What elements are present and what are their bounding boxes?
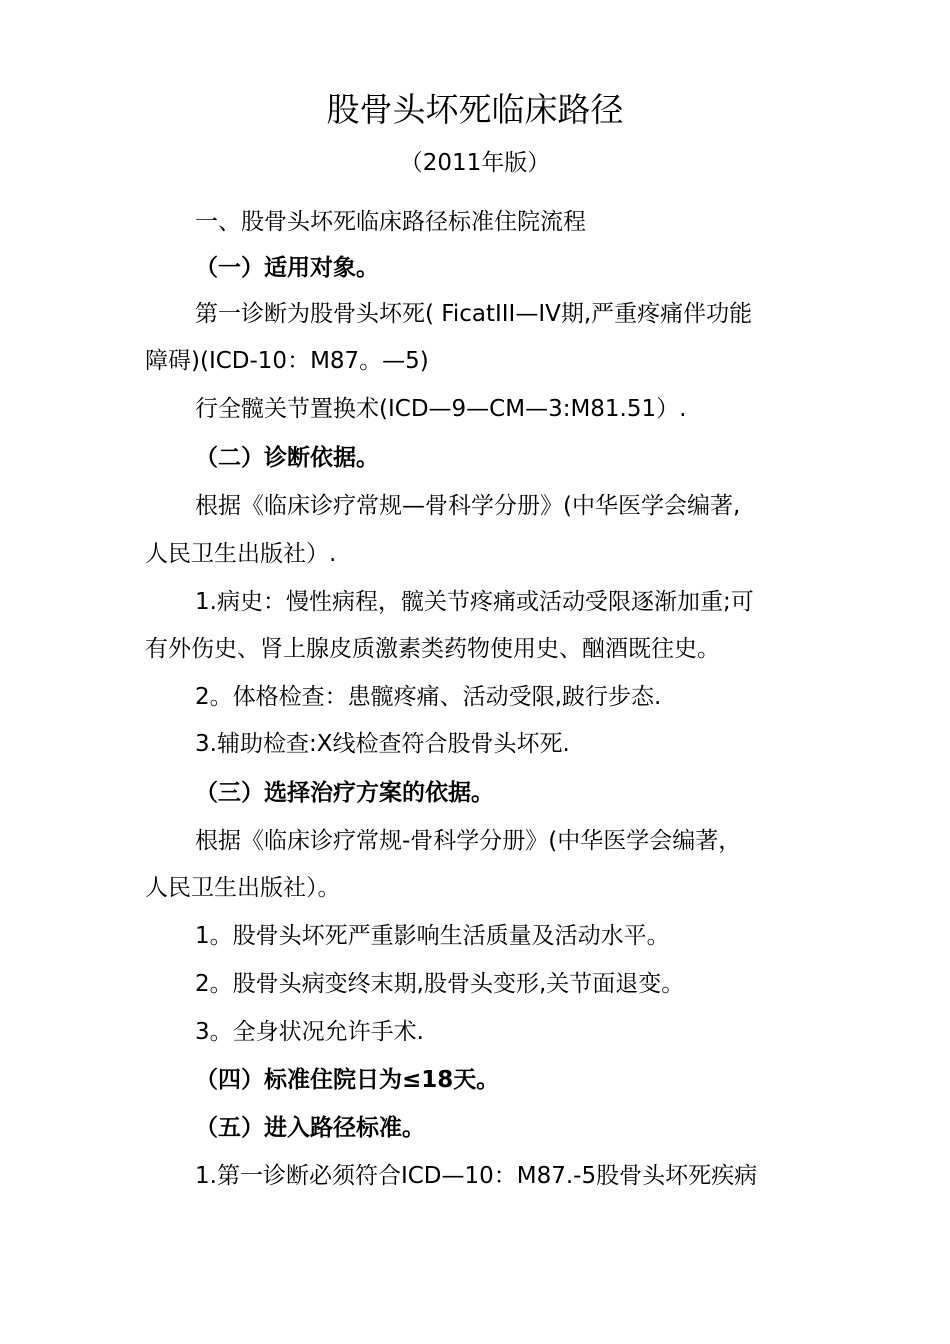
document-subtitle: （2011年版） — [399, 150, 551, 176]
paragraph-line: 2。体格检查：患髋疼痛、活动受限,跛行步态. — [195, 684, 662, 710]
paragraph-line: 根据《临床诊疗常规-骨科学分册》(中华医学会编著， — [195, 828, 742, 854]
subsection-heading-3: （三）选择治疗方案的依据。 — [195, 780, 494, 806]
paragraph-line: 有外伤史、肾上腺皮质激素类药物使用史、酗酒既往史。 — [145, 636, 720, 662]
section-heading-1: 一、股骨头坏死临床路径标准住院流程 — [195, 209, 586, 235]
paragraph-line: 行全髋关节置换术(ICD—9—CM—3:M81.51）. — [195, 396, 687, 422]
paragraph-line: 2。股骨头病变终末期,股骨头变形,关节面退变。 — [195, 971, 685, 997]
paragraph-line: 第一诊断为股骨头坏死( FicatIII—IV期,严重疼痛伴功能 — [195, 301, 753, 327]
subsection-heading-1: （一）适用对象。 — [195, 255, 379, 281]
paragraph-line: 1。股骨头坏死严重影响生活质量及活动水平。 — [195, 923, 670, 949]
subsection-heading-4: （四）标准住院日为≤18天。 — [195, 1067, 500, 1093]
paragraph-line: 1.病史：慢性病程，髋关节疼痛或活动受限逐渐加重;可 — [195, 589, 754, 615]
paragraph-line: 3.辅助检查:X线检查符合股骨头坏死. — [195, 731, 570, 757]
paragraph-line: 人民卫生出版社）。 — [145, 875, 341, 901]
subsection-heading-2: （二）诊断依据。 — [195, 445, 379, 471]
paragraph-line: 3。全身状况允许手术. — [195, 1019, 424, 1045]
paragraph-line: 根据《临床诊疗常规—骨科学分册》(中华医学会编著, — [195, 493, 741, 519]
document-title: 股骨头坏死临床路径 — [326, 90, 624, 129]
paragraph-line: 障碍)(ICD-10：M87。—5) — [145, 348, 429, 374]
paragraph-line: 1.第一诊断必须符合ICD—10：M87.-5股骨头坏死疾病 — [195, 1163, 758, 1189]
paragraph-line: 人民卫生出版社）. — [145, 541, 337, 567]
subsection-heading-5: （五）进入路径标准。 — [195, 1115, 425, 1141]
